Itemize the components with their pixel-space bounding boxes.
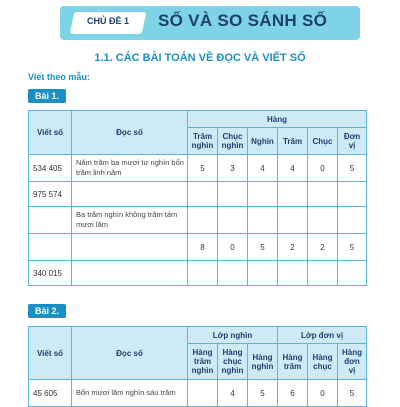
table-row xyxy=(29,182,367,207)
cell-viet-so: 534 405 xyxy=(29,155,72,182)
table-row xyxy=(29,155,367,182)
header-nghin: Nghìn xyxy=(248,128,278,155)
header-hang-tram-nghin: Hàng trăm nghìn xyxy=(188,344,218,380)
cell-digit[interactable] xyxy=(188,207,218,234)
cell-doc-so: Ba trăm nghìn không trăm tám mươi lăm xyxy=(72,207,188,234)
cell-viet-so: 340 015 xyxy=(29,261,72,286)
exercise-1-label: Bài 1. xyxy=(28,89,66,103)
cell-digit[interactable] xyxy=(248,207,278,234)
exercise-2-label: Bài 2. xyxy=(28,304,66,318)
cell-digit: 4 xyxy=(248,155,278,182)
cell-digit: 5 xyxy=(338,234,367,261)
chapter-label: CHỦ ĐỀ 1 xyxy=(86,16,129,26)
cell-digit[interactable] xyxy=(338,182,367,207)
cell-digit: 4 xyxy=(218,380,248,407)
cell-digit: 2 xyxy=(308,234,338,261)
exercise-1-table xyxy=(28,110,367,286)
cell-digit[interactable] xyxy=(338,207,367,234)
cell-digit[interactable] xyxy=(308,261,338,286)
cell-doc-so[interactable] xyxy=(72,182,188,207)
header-hang: Hàng xyxy=(188,111,367,128)
header-hang-tram: Hàng trăm xyxy=(278,344,308,380)
cell-digit: 0 xyxy=(218,234,248,261)
cell-digit: 5 xyxy=(188,155,218,182)
cell-digit[interactable] xyxy=(248,182,278,207)
header-lop-don-vi: Lớp đơn vị xyxy=(278,327,367,344)
exercise-2-table xyxy=(28,326,367,407)
cell-doc-so[interactable] xyxy=(72,261,188,286)
header-chuc: Chục xyxy=(308,128,338,155)
chapter-title: SỐ VÀ SO SÁNH SỐ xyxy=(158,11,328,30)
instruction-text: Viết theo mẫu: xyxy=(28,72,90,82)
header-chuc-nghin: Chục nghìn xyxy=(218,128,248,155)
cell-digit[interactable] xyxy=(278,182,308,207)
header-hang-chuc-nghin: Hàng chục nghìn xyxy=(218,344,248,380)
cell-digit: 5 xyxy=(248,380,278,407)
cell-digit[interactable] xyxy=(248,261,278,286)
cell-digit[interactable] xyxy=(188,261,218,286)
cell-digit[interactable] xyxy=(338,261,367,286)
cell-digit: 6 xyxy=(278,380,308,407)
cell-digit xyxy=(188,380,218,407)
header-hang-nghin: Hàng nghìn xyxy=(248,344,278,380)
cell-digit: 8 xyxy=(188,234,218,261)
cell-viet-so[interactable] xyxy=(29,207,72,234)
cell-digit[interactable] xyxy=(218,261,248,286)
header-tram: Trăm xyxy=(278,128,308,155)
cell-digit[interactable] xyxy=(278,207,308,234)
cell-digit[interactable] xyxy=(308,207,338,234)
cell-doc-so[interactable] xyxy=(72,234,188,261)
cell-digit: 0 xyxy=(308,380,338,407)
table-row xyxy=(29,261,367,286)
cell-digit[interactable] xyxy=(218,182,248,207)
header-viet-so: Viết số xyxy=(29,111,72,155)
cell-digit[interactable] xyxy=(308,182,338,207)
header-hang-chuc: Hàng chục xyxy=(308,344,338,380)
cell-digit[interactable] xyxy=(218,207,248,234)
cell-digit: 0 xyxy=(308,155,338,182)
header-doc-so: Đọc số xyxy=(72,111,188,155)
section-title: 1.1. CÁC BÀI TOÁN VỀ ĐỌC VÀ VIẾT SỐ xyxy=(94,52,306,64)
cell-viet-so[interactable] xyxy=(29,234,72,261)
cell-doc-so: Bốn mươi lăm nghìn sáu trăm xyxy=(72,380,188,407)
cell-digit: 5 xyxy=(338,380,367,407)
header-hang-don-vi: Hàng đơn vị xyxy=(338,344,367,380)
table-row xyxy=(29,380,367,407)
cell-digit: 3 xyxy=(218,155,248,182)
cell-digit: 5 xyxy=(338,155,367,182)
cell-viet-so: 975 574 xyxy=(29,182,72,207)
header-don-vi: Đơn vị xyxy=(338,128,367,155)
header-doc-so: Đọc số xyxy=(72,327,188,380)
cell-doc-so: Năm trăm ba mươi tư nghìn bốn trăm linh năm xyxy=(72,155,188,182)
cell-digit: 4 xyxy=(278,155,308,182)
header-tram-nghin: Trăm nghìn xyxy=(188,128,218,155)
cell-digit[interactable] xyxy=(278,261,308,286)
cell-viet-so: 45 605 xyxy=(29,380,72,407)
cell-digit: 2 xyxy=(278,234,308,261)
header-lop-nghin: Lớp nghìn xyxy=(188,327,278,344)
cell-digit: 5 xyxy=(248,234,278,261)
table-row xyxy=(29,207,367,234)
table-row xyxy=(29,234,367,261)
cell-digit[interactable] xyxy=(188,182,218,207)
header-viet-so: Viết số xyxy=(29,327,72,380)
